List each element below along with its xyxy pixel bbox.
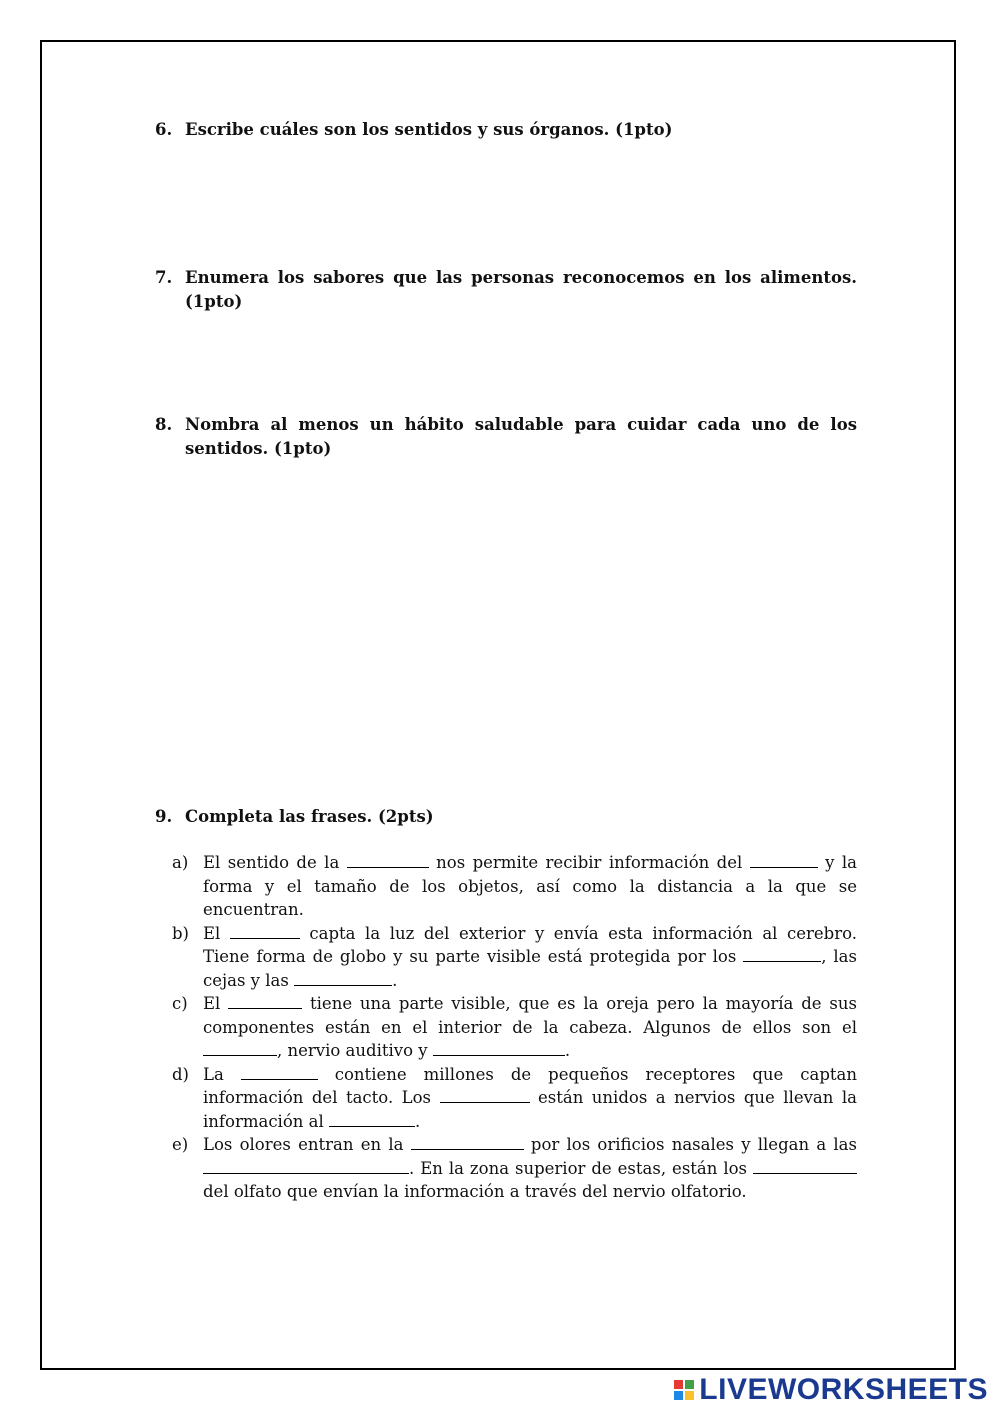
item-label: c) bbox=[172, 994, 188, 1013]
question-number: 9. bbox=[155, 807, 173, 826]
answer-blank[interactable] bbox=[433, 1041, 565, 1056]
answer-blank[interactable] bbox=[411, 1135, 524, 1150]
list-item-d bbox=[172, 1063, 857, 1134]
item-text: . bbox=[415, 1111, 421, 1131]
item-text: . bbox=[564, 1041, 571, 1060]
answer-blank[interactable] bbox=[743, 947, 821, 962]
answer-blank[interactable] bbox=[203, 1159, 409, 1174]
question-number: 7. bbox=[155, 268, 173, 287]
item-text: nos permite recibir información del bbox=[428, 853, 750, 872]
item-label: b) bbox=[172, 923, 189, 943]
answer-blank[interactable] bbox=[329, 1112, 415, 1127]
answer-blank[interactable] bbox=[440, 1088, 530, 1103]
item-text: El bbox=[203, 923, 230, 943]
answer-blank[interactable] bbox=[294, 971, 392, 986]
item-label: a) bbox=[172, 853, 189, 872]
answer-blank[interactable] bbox=[750, 853, 818, 868]
question-number: 6. bbox=[155, 120, 173, 139]
list-item-e bbox=[172, 1133, 857, 1204]
answer-blank[interactable] bbox=[230, 924, 300, 939]
question-text: Escribe cuáles son los sentidos y sus órganos. (1pto) bbox=[185, 120, 673, 139]
question-text: Completa las frases. (2pts) bbox=[185, 807, 434, 826]
list-item-a bbox=[172, 851, 857, 922]
item-text: por los orificios nasales y llegan a las bbox=[523, 1135, 857, 1154]
question-9 bbox=[155, 805, 857, 829]
item-label: d) bbox=[172, 1064, 189, 1084]
item-text: El sentido de la bbox=[203, 853, 347, 872]
logo-mark-icon bbox=[674, 1380, 694, 1400]
item-text: contiene millones de pequeños receptores que captan información del tacto. Los bbox=[203, 1064, 857, 1107]
fill-in-list bbox=[172, 851, 857, 1204]
item-text: del olfato que envían la información a través del nervio olfatorio. bbox=[203, 1182, 747, 1201]
answer-blank[interactable] bbox=[228, 994, 302, 1009]
question-6 bbox=[155, 118, 857, 142]
answer-blank[interactable] bbox=[753, 1159, 857, 1174]
answer-blank[interactable] bbox=[241, 1065, 318, 1080]
item-text: , nervio auditivo y bbox=[277, 1041, 433, 1060]
question-text: Nombra al menos un hábito saludable para cuidar cada uno de los sentidos. (1pto) bbox=[185, 415, 857, 458]
item-text: tiene una parte visible, que es la oreja pero la mayoría de sus componentes están en el interior de la cabeza. Algunos de ellos son el bbox=[203, 994, 857, 1037]
item-text: Los olores entran en la bbox=[203, 1135, 411, 1154]
item-text: capta la luz del exterior y envía esta información al cerebro. Tiene forma de globo y su parte visible está protegida por los bbox=[203, 923, 857, 966]
item-text: La bbox=[203, 1064, 241, 1084]
question-8 bbox=[155, 413, 857, 461]
list-item-b bbox=[172, 922, 857, 993]
item-label: e) bbox=[172, 1135, 189, 1154]
answer-blank[interactable] bbox=[203, 1041, 277, 1056]
item-text: El bbox=[203, 994, 229, 1013]
item-text: . bbox=[392, 970, 398, 990]
question-number: 8. bbox=[155, 415, 173, 434]
item-text: , las cejas y las bbox=[203, 947, 857, 990]
question-7 bbox=[155, 266, 857, 314]
question-text: Enumera los sabores que las personas reconocemos en los alimentos. (1pto) bbox=[185, 268, 857, 311]
logo-text: LIVEWORKSHEETS bbox=[699, 1373, 988, 1406]
answer-blank[interactable] bbox=[347, 853, 429, 868]
item-text: . En la zona superior de estas, están los bbox=[409, 1158, 753, 1178]
item-text: están unidos a nervios que llevan la información al bbox=[203, 1088, 857, 1131]
list-item-c bbox=[172, 992, 857, 1063]
liveworksheets-logo[interactable] bbox=[674, 1374, 988, 1406]
item-text: y la forma y el tamaño de los objetos, así como la distancia a la que se encuentran. bbox=[203, 853, 857, 919]
